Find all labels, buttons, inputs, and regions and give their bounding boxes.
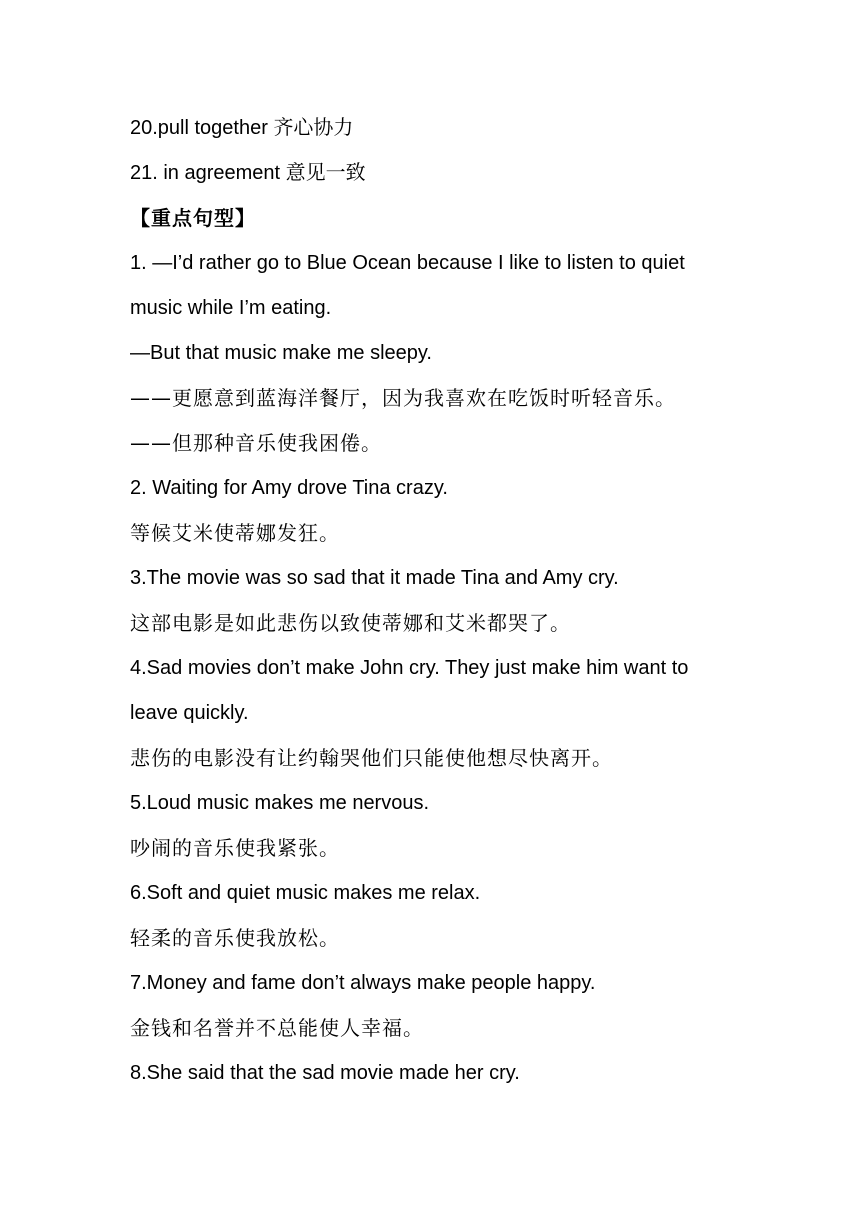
sentence-3-chinese: 这部电影是如此悲伤以致使蒂娜和艾米都哭了。 bbox=[130, 611, 571, 635]
sentence-1-reply-chinese: ——但那种音乐使我困倦。 bbox=[130, 431, 382, 455]
sentence-4-chinese: 悲伤的电影没有让约翰哭他们只能使他想尽快离开。 bbox=[130, 746, 613, 770]
sentence-1-chinese: ——更愿意到蓝海洋餐厅，因为我喜欢在吃饭时听轻音乐。 bbox=[130, 386, 676, 410]
document-body bbox=[130, 110, 750, 1100]
sentence-1-english-line-2: music while I’m eating. bbox=[130, 297, 332, 319]
sentence-6-english: 6.Soft and quiet music makes me relax. bbox=[130, 882, 481, 904]
section-heading-key-sentences: 【重点句型】 bbox=[130, 206, 256, 230]
sentence-5-english: 5.Loud music makes me nervous. bbox=[130, 792, 430, 814]
sentence-4-english-line-1: 4.Sad movies don’t make John cry. They just make him want to bbox=[130, 657, 689, 679]
vocab-item-20: 20.pull together 齐心协力 bbox=[130, 117, 354, 139]
sentence-2-chinese: 等候艾米使蒂娜发狂。 bbox=[130, 521, 340, 545]
vocab-item-21: 21. in agreement 意见一致 bbox=[130, 162, 366, 184]
sentence-5-chinese: 吵闹的音乐使我紧张。 bbox=[130, 836, 340, 860]
sentence-6-chinese: 轻柔的音乐使我放松。 bbox=[130, 926, 340, 950]
sentence-1-english-line-1: 1. —I’d rather go to Blue Ocean because I like to listen to quiet bbox=[130, 252, 685, 274]
sentence-8-english: 8.She said that the sad movie made her cry. bbox=[130, 1062, 520, 1084]
sentence-4-english-line-2: leave quickly. bbox=[130, 702, 249, 724]
sentence-7-english: 7.Money and fame don’t always make people happy. bbox=[130, 972, 596, 994]
sentence-7-chinese: 金钱和名誉并不总能使人幸福。 bbox=[130, 1016, 424, 1040]
sentence-2-english: 2. Waiting for Amy drove Tina crazy. bbox=[130, 477, 448, 499]
sentence-3-english: 3.The movie was so sad that it made Tina and Amy cry. bbox=[130, 567, 619, 589]
sentence-1-reply-english: —But that music make me sleepy. bbox=[130, 342, 432, 364]
